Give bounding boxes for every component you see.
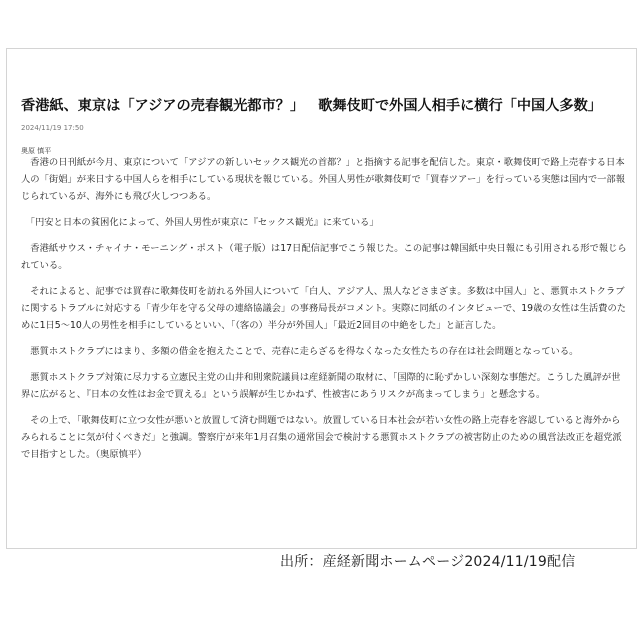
paragraph-5: 悪質ホストクラブにはまり、多額の借金を抱えたことで、売春に走らざるを得なくなった女性たちの存在は社会問題となっている。 xyxy=(30,346,579,357)
paragraph-3: 香港紙サウス・チャイナ・モーニング・ポスト（電子版）は17日配信記事でこう報じた。この記事は韓国紙中央日報にも引用される形で報じられている。 xyxy=(21,243,627,271)
article-timestamp: 2024/11/19 17:50 xyxy=(21,124,84,132)
paragraph-6: 悪質ホストクラブ対策に尽力する立憲民主党の山井和則衆院議員は産経新聞の取材に、「国際的に恥ずかしい深刻な事態だ。こうした風評が世界に広がると、『日本の女性はお金で買える』という誤解が生じかねず、性被害にあうリスクが高まってしまう」と懸念する。 xyxy=(21,372,621,400)
paragraph-2: 「円安と日本の貧困化によって、外国人男性が東京に『セックス観光』に来ている」 xyxy=(25,217,379,228)
paragraph-1: 香港の日刊紙が今月、東京について「アジアの新しいセックス観光の首都？」と指摘する記事を配信した。東京・歌舞伎町で路上売春する日本人の「街娼」が来日する中国人らを相手にしている現状を報じている。外国人男性が歌舞伎町で「買春ツアー」を行っている実態は国内で一部報じられているが、海外にも飛び火しつつある。 xyxy=(21,157,626,202)
article-body xyxy=(21,154,628,472)
headline-part-2: 歌舞伎町で外国人相手に横行「中国人多数」 xyxy=(318,98,602,114)
headline-part-1: 香港紙、東京は「アジアの売春観光都市？」 xyxy=(21,98,305,114)
paragraph-4: それによると、記事では買春に歌舞伎町を訪れる外国人について「白人、アジア人、黒人などさまざま。多数は中国人」と、悪質ホストクラブに関するトラブルに対応する「青少年を守る父母の連絡協議会」の事務局長がコメント。実際に同紙のインタビューで、19歳の女性は生活費のために1日5～10人の男性を相手にしているといい、「（客の）半分が外国人」「最近2回目の中絶をした」と証言した。 xyxy=(21,286,627,331)
source-caption: 出所：産経新聞ホームページ2024/11/19配信 xyxy=(280,554,576,570)
article-headline xyxy=(21,95,631,115)
paragraph-7: その上で、「歌舞伎町に立つ女性が悪いと放置して済む問題ではない。放置している日本社会が若い女性の路上売春を容認していると海外からみられることに気が付くべきだ」と強調。警察庁が来年1月召集の通常国会で検討する悪質ホストクラブの被害防止のための風営法改正を超党派で目指すとした。（奥原慎平） xyxy=(21,415,622,460)
article-author[interactable]: 奥原 慎平 xyxy=(21,147,52,155)
